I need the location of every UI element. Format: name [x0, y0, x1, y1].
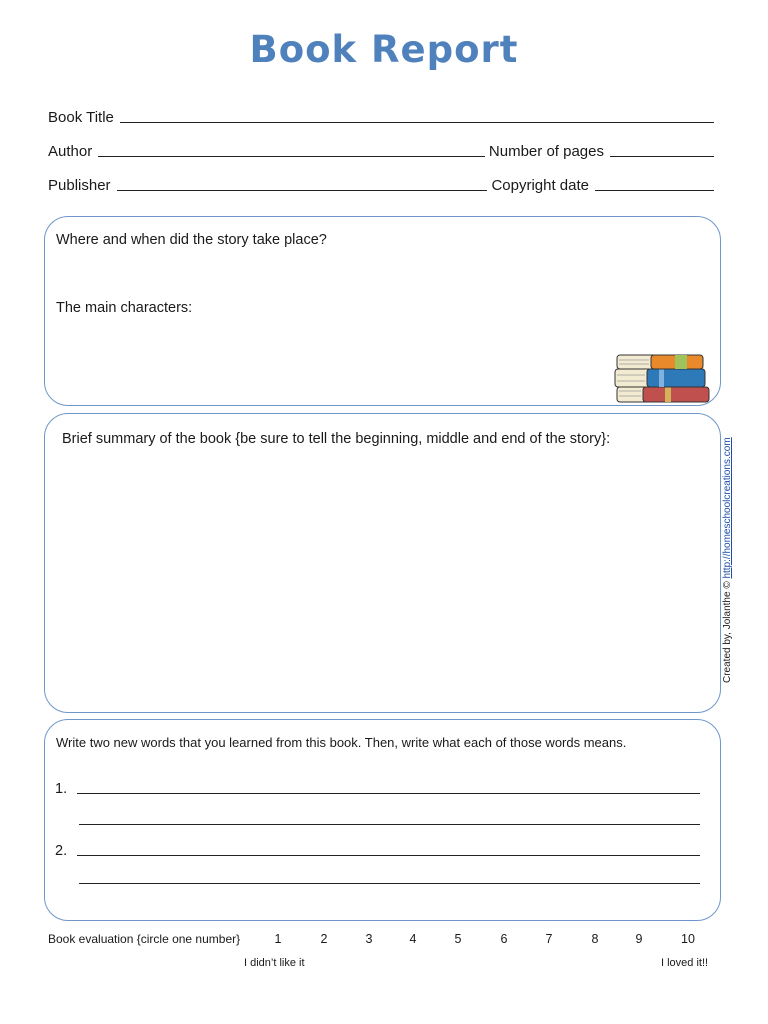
vocab-item-1-line[interactable]: [77, 781, 700, 794]
evaluation-label: Book evaluation {circle one number}: [48, 932, 241, 946]
book-title-line[interactable]: [120, 108, 714, 123]
book-stack-icon: [613, 349, 713, 405]
rating-7[interactable]: 7: [545, 932, 553, 946]
publisher-copyright-row: [48, 172, 718, 194]
vocab-item-2-definition-line[interactable]: [79, 883, 700, 884]
rating-low-label: I didn’t like it: [244, 957, 305, 969]
summary-box[interactable]: [44, 413, 721, 713]
rating-high-label: I loved it!!: [661, 957, 709, 969]
rating-3[interactable]: 3: [365, 932, 373, 946]
characters-prompt: The main characters:: [56, 300, 193, 316]
setting-characters-box[interactable]: [44, 216, 721, 406]
publisher-label: Publisher: [48, 177, 111, 194]
summary-prompt: Brief summary of the book {be sure to tell the beginning, middle and end of the story}:: [62, 431, 611, 447]
number-of-pages-line[interactable]: [610, 142, 714, 157]
credit-line: [722, 437, 733, 683]
vocab-item-2-line[interactable]: [77, 843, 700, 856]
rating-1[interactable]: 1: [274, 932, 282, 946]
number-of-pages-label: Number of pages: [488, 143, 604, 160]
book-title-field[interactable]: [48, 104, 718, 126]
copyright-date-label: Copyright date: [491, 177, 589, 194]
book-title-label: Book Title: [48, 109, 114, 126]
rating-10[interactable]: 10: [681, 932, 695, 946]
rating-2[interactable]: 2: [320, 932, 328, 946]
author-line[interactable]: [98, 142, 485, 157]
vocab-item-2[interactable]: [55, 839, 700, 859]
copyright-date-line[interactable]: [595, 176, 714, 191]
vocabulary-prompt: Write two new words that you learned from this book. Then, write what each of those words means.: [56, 735, 627, 750]
vocabulary-box: [44, 719, 721, 921]
rating-9[interactable]: 9: [635, 932, 643, 946]
vocab-item-2-number: 2.: [55, 843, 68, 859]
rating-8[interactable]: 8: [591, 932, 599, 946]
author-pages-row: [48, 138, 718, 160]
credit-text: Created by, Jolanthe ©: [722, 578, 733, 683]
rating-5[interactable]: 5: [454, 932, 462, 946]
setting-prompt: Where and when did the story take place?: [56, 232, 327, 248]
page-title: Book Report: [249, 28, 519, 71]
rating-6[interactable]: 6: [500, 932, 508, 946]
credit-link[interactable]: http://homeschoolcreations.com: [722, 437, 733, 579]
publisher-line[interactable]: [117, 176, 488, 191]
vocab-item-1-number: 1.: [55, 781, 68, 797]
rating-4[interactable]: 4: [409, 932, 417, 946]
vocab-item-1[interactable]: [55, 777, 700, 797]
vocab-item-1-definition-line[interactable]: [79, 824, 700, 825]
author-label: Author: [48, 143, 93, 160]
